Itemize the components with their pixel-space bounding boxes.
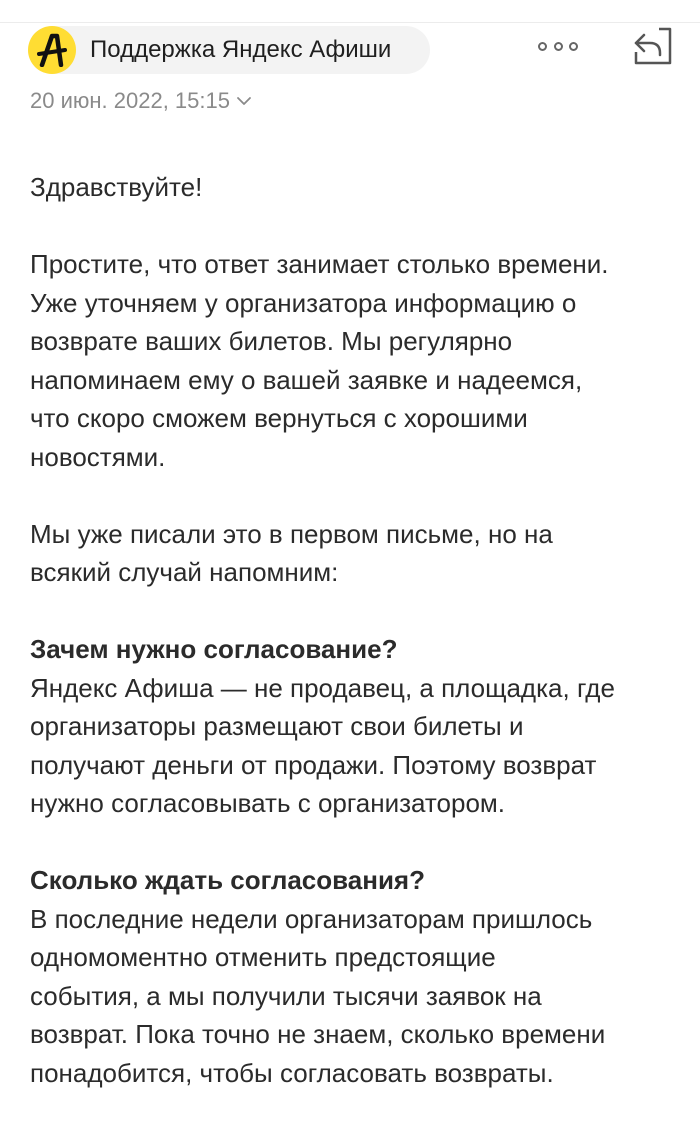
- text-line: В последние недели организаторам пришлось: [30, 903, 593, 934]
- message-date[interactable]: [30, 88, 252, 114]
- text-line: что скоро сможем вернуться с хорошими: [30, 403, 528, 433]
- greeting: [30, 168, 680, 207]
- section-how-long: [30, 861, 680, 1092]
- afisha-logo-icon: [37, 33, 67, 67]
- greeting-text: Здравствуйте!: [30, 172, 203, 202]
- text-line: нужно согласовывать с организатором.: [30, 788, 506, 818]
- text-line: Уже уточняем у организатора информацию о: [30, 287, 577, 318]
- section-heading: Зачем нужно согласование?: [30, 634, 398, 664]
- chevron-down-icon: [236, 95, 252, 107]
- more-button[interactable]: [532, 32, 584, 60]
- text-line: получают деньги от продажи. Поэтому возврат: [30, 749, 597, 780]
- sender-name: Поддержка Яндекс Афиши: [90, 36, 392, 63]
- more-dot: [538, 42, 547, 51]
- sender-avatar: [28, 26, 76, 74]
- text-line: события, а мы получили тысячи заявок на: [30, 980, 542, 1011]
- reply-icon: [632, 25, 674, 67]
- text-line: напоминаем ему о вашей заявке и надеемся,: [30, 364, 583, 395]
- text-line: организаторы размещают свои билеты и: [30, 711, 524, 741]
- section-heading: Сколько ждать согласования?: [30, 865, 425, 895]
- text-line: Яндекс Афиша — не продавец, а площадка, где: [30, 672, 615, 703]
- top-divider: [0, 22, 700, 23]
- more-dot: [569, 42, 578, 51]
- text-line: одномоментно отменить предстоящие: [30, 942, 496, 972]
- text-line: всякий случай напомним:: [30, 557, 339, 587]
- text-line: возврате ваших билетов. Мы регулярно: [30, 326, 513, 356]
- text-line: возврат. Пока точно не знаем, сколько времени: [30, 1019, 606, 1049]
- paragraph-apology: [30, 245, 680, 476]
- text-line: Мы уже писали это в первом письме, но на: [30, 518, 553, 549]
- message-body: [30, 168, 680, 1131]
- text-line: Простите, что ответ занимает столько времени.: [30, 249, 609, 279]
- date-text: 20 июн. 2022, 15:15: [30, 88, 230, 113]
- sender-chip[interactable]: [28, 26, 430, 74]
- paragraph-reminder: [30, 515, 680, 592]
- text-line: новостями.: [30, 441, 166, 472]
- section-why-approval: [30, 630, 680, 823]
- reply-button[interactable]: [632, 25, 674, 67]
- text-line: понадобится, чтобы согласовать возвраты.: [30, 1057, 554, 1088]
- more-dot: [554, 42, 563, 51]
